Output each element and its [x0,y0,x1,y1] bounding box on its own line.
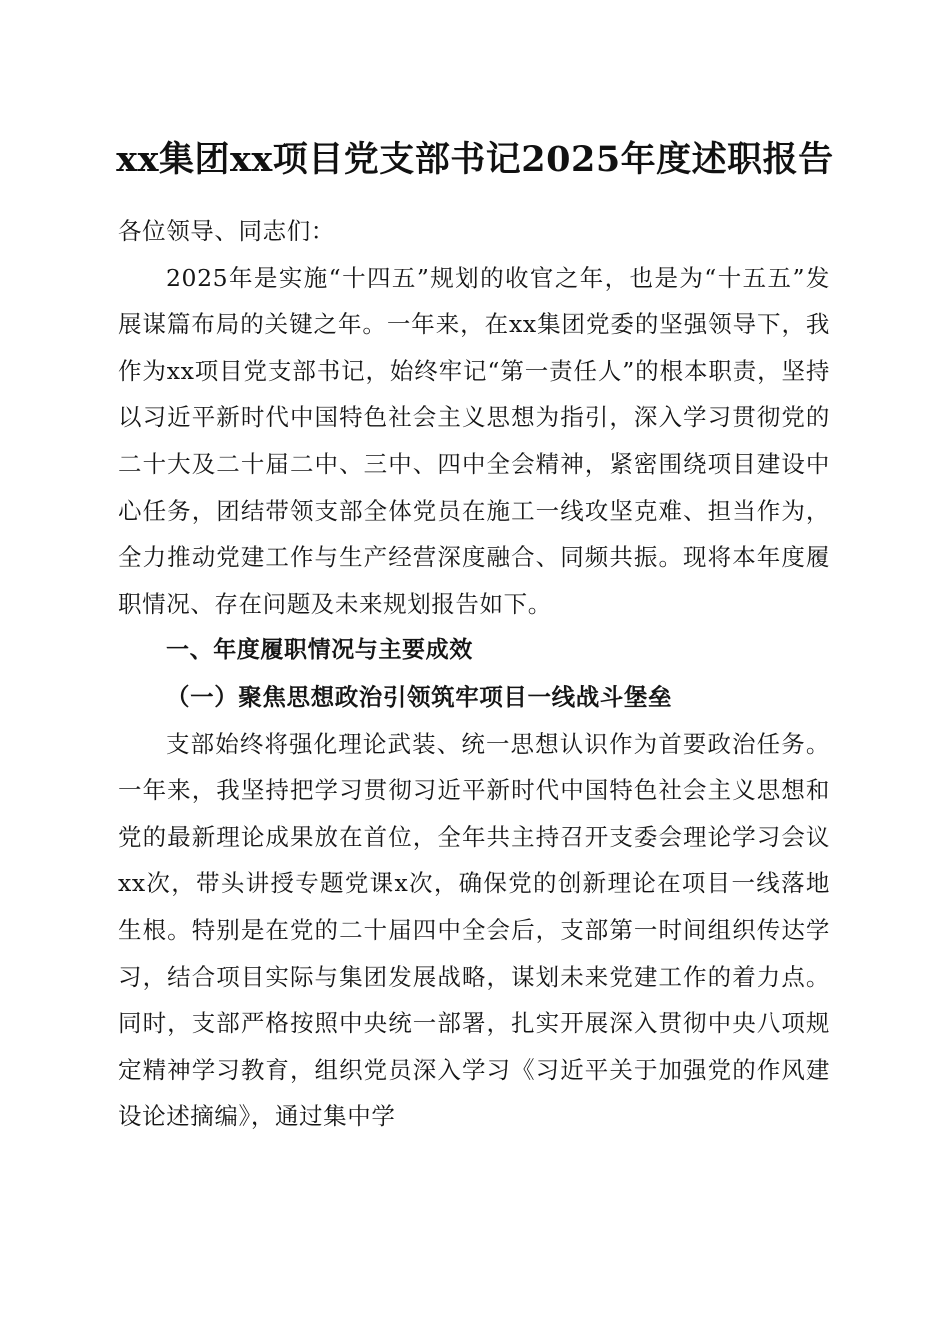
subsection-heading: （一）聚焦思想政治引领筑牢项目一线战斗堡垒 [166,682,673,711]
subsection-paragraph: 支部始终将强化理论武装、统一思想认识作为首要政治任务。一年来，我坚持把学习贯彻习近平新时代中国特色社会主义思想和党的最新理论成果放在首位，全年共主持召开支委会理论学习会议xx次，带头讲授专题党课x次，确保党的创新理论在项目一线落地生根。特别是在党的二十届四中全会后，支部第一时间组织传达学习，结合项目实际与集团发展战略，谋划未来党建工作的着力点。同时，支部严格按照中央统一部署，扎实开展深入贯彻中央八项规定精神学习教育，组织党员深入学习《习近平关于加强党的作风建设论述摘编》，通过集中学 [118,729,830,1131]
document-title: xx集团xx项目党支部书记2025年度述职报告 [116,139,834,180]
section-heading: 一、年度履职情况与主要成效 [166,637,473,664]
salutation: 各位领导、同志们： [118,217,335,245]
intro-paragraph: 2025年是实施“十四五”规划的收官之年，也是为“十五五”发展谋篇布局的关键之年。一年来，在xx集团党委的坚强领导下，我作为xx项目党支部书记，始终牢记“第一责任人”的根本职责，坚持以习近平新时代中国特色社会主义思想为指引，深入学习贯彻党的二十大及二十届二中、三中、四中全会精神，紧密围绕项目建设中心任务，团结带领支部全体党员在施工一线攻坚克难、担当作为，全力推动党建工作与生产经营深度融合、同频共振。现将本年度履职情况、存在问题及未来规划报告如下。 [118,263,830,618]
document-body [118,208,830,1140]
